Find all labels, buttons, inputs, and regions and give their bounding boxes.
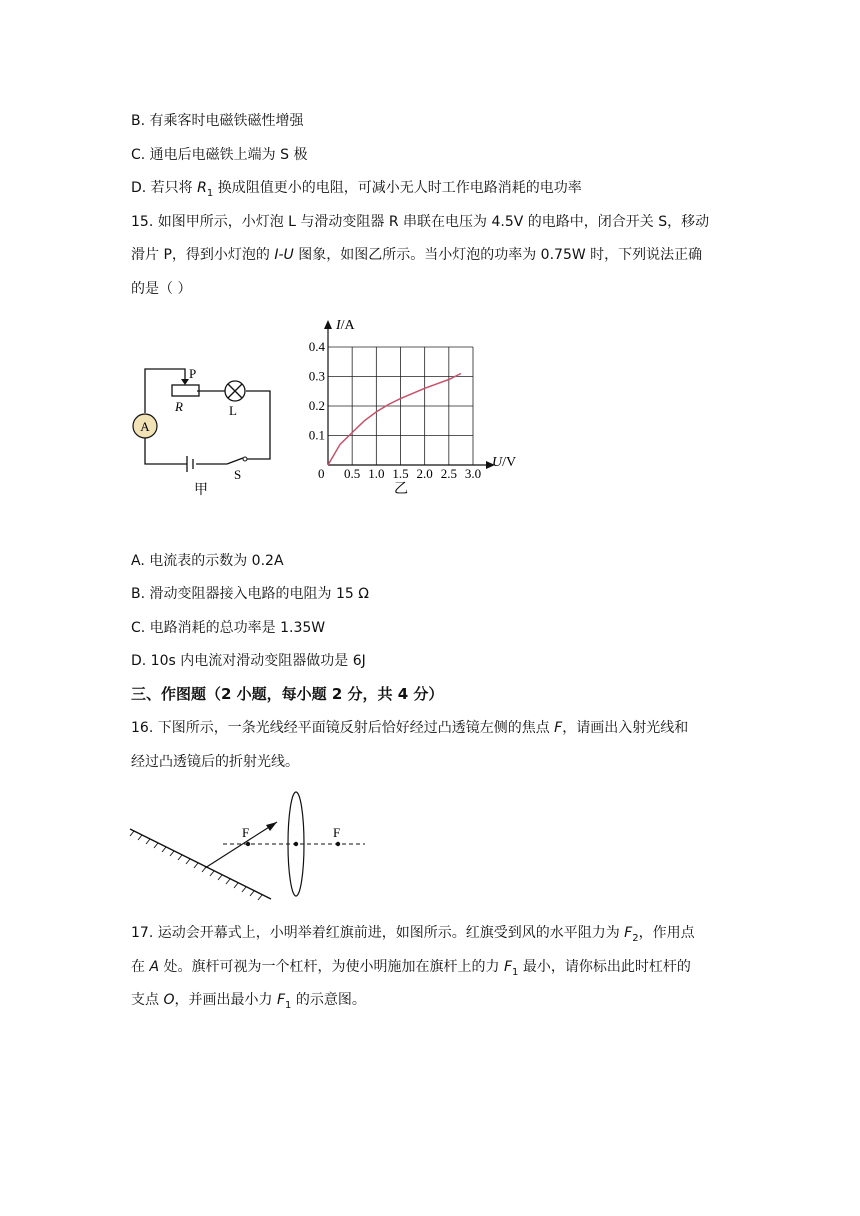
circuit-diagram [125, 355, 285, 500]
chart-caption: 乙 [394, 482, 408, 497]
q14-option-c: C. 通电后电磁铁上端为 S 极 [131, 147, 308, 163]
q17-line-2-sub2: 1 [512, 966, 519, 978]
focal-label-right: F [333, 825, 341, 840]
q17-line-1-sub: 2 [632, 932, 639, 944]
x-tick-label-3: 2.0 [416, 466, 433, 481]
y-axis-arrow [324, 320, 332, 329]
origin-label: 0 [318, 466, 325, 481]
y-tick-label-2: 0.3 [308, 368, 325, 384]
iu-chart [300, 315, 530, 500]
q15-option-b: B. 滑动变阻器接入电路的电阻为 15 Ω [131, 586, 369, 602]
optical-center [294, 842, 298, 846]
q17-line-3-var: O [163, 992, 175, 1008]
q14-option-b: B. 有乘客时电磁铁磁性增强 [131, 113, 304, 129]
q17-line-1-pre: 17. 运动会开幕式上，小明举着红旗前进，如图所示。红旗受到风的水平阻力为 [131, 925, 625, 941]
q17-line-2 [131, 957, 691, 983]
q14-option-d-var: R [197, 180, 207, 196]
mirror-hatching [130, 831, 262, 900]
switch-label: S [234, 467, 242, 482]
ray-arrow [266, 822, 277, 831]
focal-point-right [336, 842, 340, 846]
y-tick-label-0: 0.1 [308, 427, 325, 443]
slider-label: P [189, 366, 197, 381]
x-axis-label-unit: /V [502, 455, 517, 470]
q17-line-1 [131, 923, 695, 949]
y-tick-label-3: 0.4 [308, 339, 325, 354]
q17-line-3 [131, 990, 366, 1016]
q14-option-d-pre: D. 若只将 [131, 180, 198, 196]
q14-option-d-sub: 1 [206, 187, 214, 199]
q17-line-2-var: A [149, 959, 160, 975]
q16-line-1-post: ，请画出入射光线和 [562, 720, 689, 736]
q17-line-2-var2: F [503, 959, 512, 975]
q17-line-1-var: F [624, 925, 633, 941]
q15-line-2-post: 图象，如图乙所示。当小灯泡的功率为 0.75W 时，下列说法正确 [293, 247, 703, 263]
q15-option-c: C. 电路消耗的总功率是 1.35W [131, 620, 326, 636]
q17-line-2-pre: 在 [131, 959, 150, 975]
q14-option-d-post: 换成阻值更小的电阻，可减小无人时工作电路消耗的电功率 [213, 180, 582, 196]
q16-line-1-var: F [554, 720, 563, 736]
q15-line-2-var: I-U [274, 247, 294, 263]
mirror-lens-diagram [125, 788, 370, 906]
q17-line-3-sub2: 1 [285, 999, 292, 1011]
q16-line-1-pre: 16. 下图所示，一条光线经平面镜反射后恰好经过凸透镜左侧的焦点 [131, 720, 555, 736]
q15-line-2 [131, 245, 702, 265]
q15-option-a: A. 电流表的示数为 0.2A [131, 553, 284, 569]
q15-line-1: 15. 如图甲所示，小灯泡 L 与滑动变阻器 R 串联在电压为 4.5V 的电路中，闭合开关 S，移动 [131, 214, 710, 230]
q15-line-2-pre: 滑片 P，得到小灯泡的 [131, 247, 275, 263]
q17-line-3-var2: F [276, 992, 285, 1008]
q15-line-3: 的是（ ） [131, 281, 192, 297]
x-tick-label-2: 1.5 [392, 466, 409, 481]
q17-line-1-post: ，作用点 [638, 925, 695, 941]
y-axis-label-var: I [336, 318, 341, 333]
q16-line-2: 经过凸透镜后的折射光线。 [131, 754, 299, 770]
y-axis-label-unit: /A [340, 318, 355, 333]
x-axis-label-var: U [492, 455, 503, 470]
x-axis-label [492, 455, 516, 470]
q15-option-d: D. 10s 内电流对滑动变阻器做功是 6J [131, 653, 366, 669]
iu-curve-series [328, 374, 461, 466]
focal-label-left: F [242, 825, 250, 840]
q17-line-2-mid: 处。旗杆可视为一个杠杆，为使小明施加在旗杆上的力 [159, 959, 504, 975]
focal-point-left [246, 842, 250, 846]
x-tick-label-0: 0.5 [344, 466, 361, 481]
q17-line-3-mid: ，并画出最小力 [174, 992, 277, 1008]
reflected-ray [205, 822, 277, 868]
ammeter-label: A [140, 419, 150, 434]
resistor-label: R [175, 399, 183, 414]
q14-option-d [131, 178, 582, 204]
q17-line-2-post: 最小，请你标出此时杠杆的 [518, 959, 691, 975]
section-3-heading: 三、作图题（2 小题，每小题 2 分，共 4 分） [131, 685, 444, 703]
x-tick-label-1: 1.0 [368, 466, 385, 481]
q17-line-3-post: 的示意图。 [291, 992, 366, 1008]
q17-line-3-pre: 支点 [131, 992, 164, 1008]
y-tick-label-1: 0.2 [308, 398, 325, 413]
lamp-label: L [229, 403, 237, 418]
x-tick-label-4: 2.5 [440, 466, 457, 481]
q16-line-1 [131, 718, 688, 738]
circuit-caption: 甲 [194, 483, 208, 498]
y-axis-label [335, 318, 356, 333]
x-tick-label-5: 3.0 [464, 466, 482, 481]
